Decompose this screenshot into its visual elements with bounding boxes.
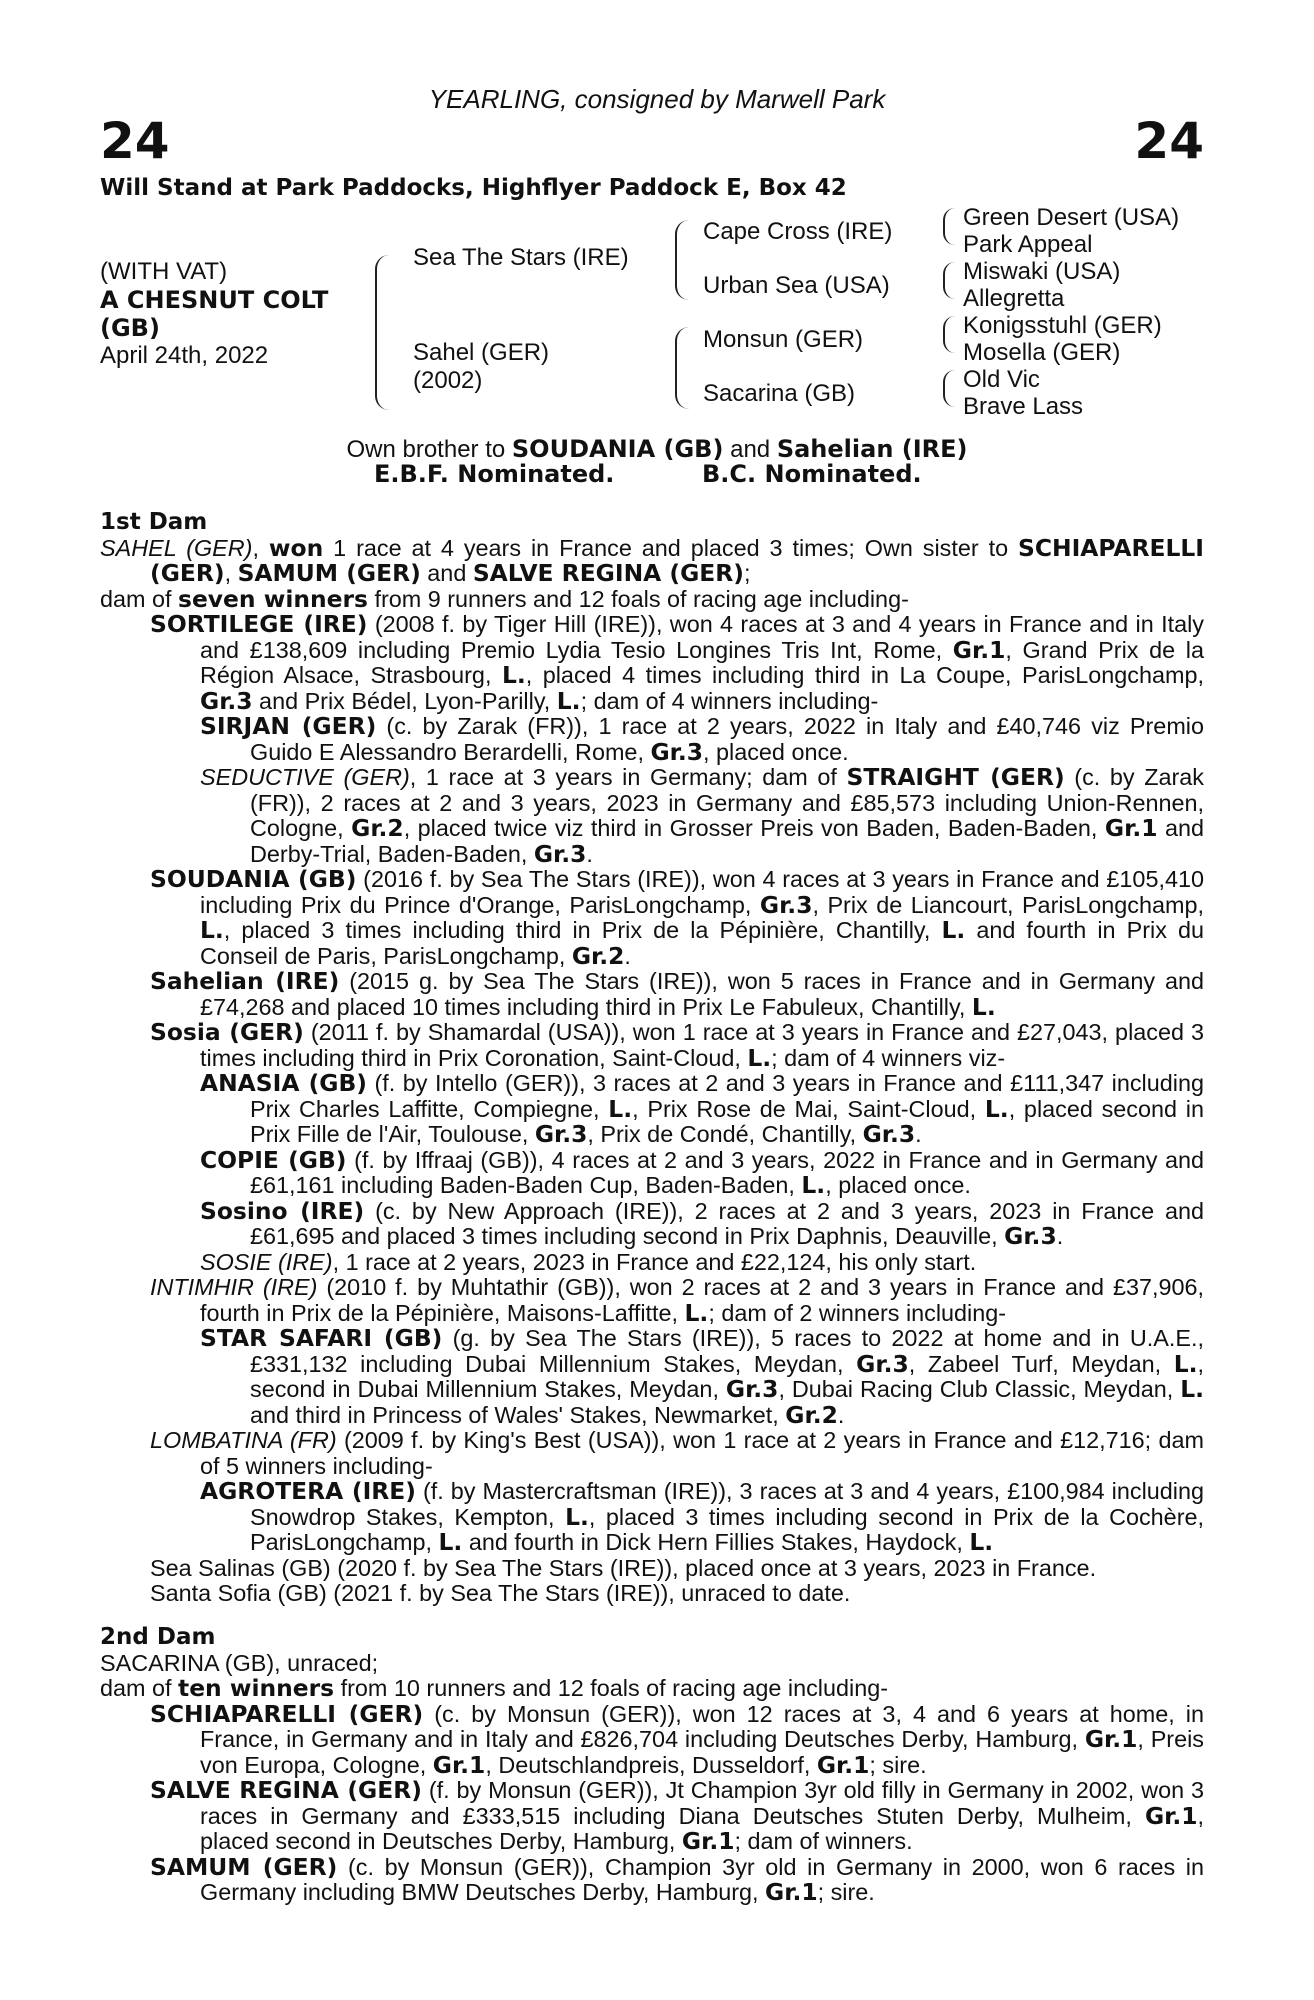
pedigree-brace-ss [943, 208, 955, 245]
first-dam-entries [100, 612, 1204, 1607]
foaling-date: April 24th, 2022 [100, 342, 269, 369]
brother-1: SOUDANIA (GB) [511, 435, 724, 463]
pedigree-brace-dd [943, 370, 955, 407]
dsd: Mosella (GER) [963, 339, 1121, 366]
pedigree-brace-parents [375, 255, 389, 410]
lot-number-right: 24 [1134, 112, 1204, 170]
produce-entry: ANASIA (GB) (f. by Intello (GER)), 3 races at 2 and 3 years in France and £111,347 including Prix Charles Laffitte, Compiegne, L., Prix Rose de Mai, Saint-Cloud, L., placed second in Prix Fille de l'Air, Toulouse, Gr.3, Prix de Condé, Chantilly, Gr.3. [200, 1069, 1204, 1148]
produce-entry: COPIE (GB) (f. by Iffraaj (GB)), 4 races at 2 and 3 years, 2022 in France and in Germany and £61,161 including Baden-Baden Cup, Baden-Baden, L., placed once. [200, 1145, 1204, 1199]
produce-entry: Sea Salinas (GB) (2020 f. by Sea The Stars (IRE)), placed once at 3 years, 2023 in France. [150, 1554, 1097, 1581]
second-dam-section [100, 1625, 1204, 1906]
sire-dam: Urban Sea (USA) [703, 272, 890, 299]
produce-entry: INTIMHIR (IRE) (2010 f. by Muhtathir (GB)), won 2 races at 2 and 3 years in France and £37,906, fourth in Prix de la Pépinière, Maisons-Laffitte, L.; dam of 2 winners including- [150, 1274, 1204, 1327]
dam: Sahel (GER) [413, 339, 550, 366]
pedigree-brace-ds [943, 316, 955, 353]
first-dam-section [100, 510, 1204, 1607]
produce-entry: SIRJAN (GER) (c. by Zarak (FR)), 1 race at 2 years, 2022 in Italy and £40,746 viz Premio Guido E Alessandro Berardelli, Rome, Gr.3, placed once. [200, 712, 1205, 766]
bc-nominated: B.C. Nominated. [702, 460, 922, 488]
horse-block [100, 258, 328, 370]
horse-name: A CHESNUT COLT [100, 286, 329, 314]
first-dam-produce-summary: dam of seven winners from 9 runners and 12 foals of racing age including- [100, 584, 909, 613]
produce-entry: Sahelian (IRE) (2015 g. by Sea The Stars (IRE)), won 5 races in France and in Germany and £74,268 and placed 10 times including third in Prix Le Fabuleux, Chantilly, L. [150, 967, 1204, 1021]
own-brother-line: Own brother to SOUDANIA (GB) and Sahelian (IRE) [346, 435, 968, 463]
dss: Konigsstuhl (GER) [963, 312, 1162, 339]
ssd: Park Appeal [963, 231, 1093, 258]
sire: Sea The Stars (IRE) [413, 244, 629, 271]
sire-sire: Cape Cross (IRE) [703, 218, 893, 245]
ddd: Brave Lass [963, 393, 1084, 420]
first-dam-intro: SAHEL (GER), won 1 race at 4 years in France and placed 3 times; Own sister to SCHIAPARELLI (GER), SAMUM (GER) and SALVE REGINA (GER); [100, 533, 1205, 587]
produce-entry: AGROTERA (IRE) (f. by Mastercraftsman (IRE)), 3 races at 3 and 4 years, £100,984 including Snowdrop Stakes, Kempton, L., placed 3 times including second in Prix de la Cochère, ParisLongchamp, L. and fourth in Dick Hern Fillies Stakes, Haydock, L. [200, 1477, 1204, 1556]
stand-location: Will Stand at Park Paddocks, Highflyer Paddock E, Box 42 [100, 175, 847, 201]
first-dam-heading: 1st Dam [100, 509, 208, 535]
second-dam-intro: SACARINA (GB), unraced; [100, 1649, 379, 1676]
produce-entry: Sosino (IRE) (c. by New Approach (IRE)), 2 races at 2 and 3 years, 2023 in France and £61,695 and placed 3 times including second in Prix Daphnis, Deauville, Gr.3. [200, 1196, 1204, 1250]
pedigree-brace-dam [675, 327, 689, 409]
ebf-nominated: E.B.F. Nominated. [374, 460, 615, 488]
produce-entry: SOUDANIA (GB) (2016 f. by Sea The Stars (IRE)), won 4 races at 3 years in France and £105,410 including Prix du Prince d'Orange, ParisLongchamp, Gr.3, Prix de Liancourt, ParisLongchamp, L., placed 3 times including third in Prix de la Pépinière, Chantilly, L. and fourth in Prix du Conseil de Paris, ParisLongchamp, Gr.2. [150, 865, 1204, 970]
produce-entry: Santa Sofia (GB) (2021 f. by Sea The Stars (IRE)), unraced to date. [150, 1580, 851, 1606]
produce-entry: Sosia (GER) (2011 f. by Shamardal (USA)), won 1 race at 3 years in France and £27,043, placed 3 times including third in Prix Coronation, Saint-Cloud, L.; dam of 4 winners viz- [150, 1018, 1205, 1072]
dds: Old Vic [963, 366, 1040, 393]
produce-entry: SAMUM (GER) (c. by Monsun (GER)), Champion 3yr old in Germany in 2000, won 6 races in Germany including BMW Deutsches Derby, Hamburg, Gr.1; sire. [150, 1852, 1204, 1906]
sdd: Allegretta [963, 285, 1065, 312]
produce-entry: SOSIE (IRE), 1 race at 2 years, 2023 in France and £22,124, his only start. [200, 1248, 977, 1275]
dam-dam: Sacarina (GB) [703, 380, 856, 407]
pedigree-brace-sire [675, 220, 689, 300]
vat-label: (WITH VAT) [100, 258, 228, 285]
second-dam-heading: 2nd Dam [100, 1624, 216, 1650]
produce-entry: SALVE REGINA (GER) (f. by Monsun (GER)), Jt Champion 3yr old filly in Germany in 2002, won 3 races in Germany and £333,515 including Diana Deutsches Stuten Derby, Mulheim, Gr.1, placed second in Deutsches Derby, Hamburg, Gr.1; dam of winners. [150, 1776, 1204, 1855]
produce-entry: SEDUCTIVE (GER), 1 race at 3 years in Germany; dam of STRAIGHT (GER) (c. by Zarak (FR)), 2 races at 2 and 3 years, 2023 in Germany and £85,573 including Union-Rennen, Cologne, Gr.2, placed twice viz third in Grosser Preis von Baden, Baden-Baden, Gr.1 and Derby-Trial, Baden-Baden, Gr.3. [200, 763, 1204, 868]
dam-sire: Monsun (GER) [703, 326, 864, 353]
second-dam-produce-summary: dam of ten winners from 10 runners and 12 foals of racing age including- [100, 1674, 889, 1702]
produce-entry: LOMBATINA (FR) (2009 f. by King's Best (USA)), won 1 race at 2 years in France and £12,716; dam of 5 winners including- [150, 1427, 1204, 1479]
pedigree-brace-sd [943, 262, 955, 299]
dam-year: (2002) [413, 367, 483, 394]
brother-2: Sahelian (IRE) [776, 435, 968, 463]
horse-country: (GB) [100, 314, 160, 342]
second-dam-entries [100, 1699, 1204, 1906]
produce-entry: SCHIAPARELLI (GER) (c. by Monsun (GER)), won 12 races at 3, 4 and 6 years at home, in France, in Germany and in Italy and £826,704 including Deutsches Derby, Hamburg, Gr.1, Preis von Europa, Cologne, Gr.1, Deutschlandpreis, Dusseldorf, Gr.1; sire. [150, 1699, 1204, 1779]
produce-entry: STAR SAFARI (GB) (g. by Sea The Stars (IRE)), 5 races to 2022 at home and in U.A.E., £331,132 including Dubai Millennium Stakes, Meydan, Gr.3, Zabeel Turf, Meydan, L., second in Dubai Millennium Stakes, Meydan, Gr.3, Dubai Racing Club Classic, Meydan, L. and third in Princess of Wales' Stakes, Newmarket, Gr.2. [200, 1324, 1204, 1429]
produce-entry: SORTILEGE (IRE) (2008 f. by Tiger Hill (IRE)), won 4 races at 3 and 4 years in France and in Italy and £138,609 including Premio Lydia Tesio Longines Tris Int, Rome, Gr.1, Grand Prix de la Région Alsace, Strasbourg, L., placed 4 times including third in La Coupe, ParisLongchamp, Gr.3 and Prix Bédel, Lyon-Parilly, L.; dam of 4 winners including- [150, 610, 1204, 715]
sds: Miswaki (USA) [963, 258, 1121, 285]
consignment-line: YEARLING, consigned by Marwell Park [428, 84, 886, 114]
lot-number-left: 24 [100, 112, 170, 170]
sss: Green Desert (USA) [963, 204, 1180, 231]
